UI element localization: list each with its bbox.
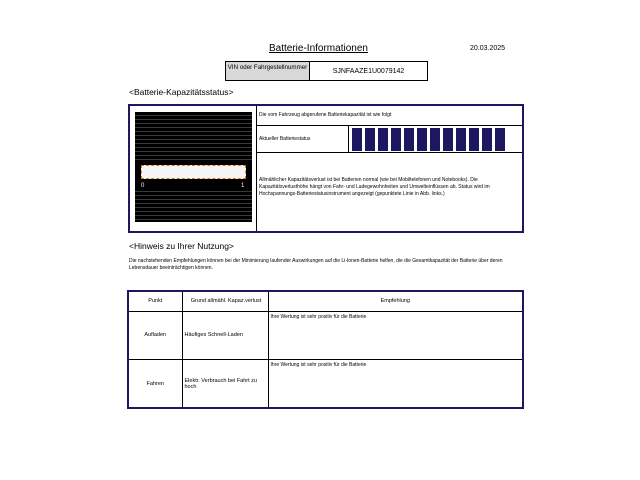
table-header-row: [128, 291, 523, 311]
row-point: Aufladen: [128, 311, 182, 359]
capacity-panel: [128, 104, 524, 233]
vin-value: SJNFAAZE1U0079142: [332, 67, 405, 75]
gauge-stripe: [135, 139, 252, 140]
battery-gauge-image: [135, 112, 252, 222]
table-row: [128, 311, 523, 359]
gauge-stripe: [135, 143, 252, 144]
scale-max-label: 1: [241, 183, 245, 189]
status-segment: [391, 128, 401, 151]
status-segment: [352, 128, 362, 151]
gauge-stripe: [135, 207, 252, 208]
gauge-stripe: [135, 151, 252, 152]
row-reason: Elektr. Verbrauch bei Fahrt zu hoch: [182, 360, 268, 408]
status-row: [257, 126, 522, 153]
vin-label: VIN oder Fahrgestellnummer: [226, 62, 310, 80]
gauge-stripe: [135, 115, 252, 116]
table-row: [128, 360, 523, 408]
usage-section-title: <Hinweis zu Ihrer Nutzung>: [129, 241, 234, 251]
status-segment: [482, 128, 492, 151]
row-reason: Häufiges Schnell-Laden: [182, 311, 268, 359]
status-segment: [404, 128, 414, 151]
gauge-stripe: [135, 147, 252, 148]
vin-box: [225, 61, 428, 81]
gauge-stripe: [135, 155, 252, 156]
status-segment: [469, 128, 479, 151]
gauge-stripe: [135, 191, 252, 192]
status-segment: [443, 128, 453, 151]
gauge-stripe: [135, 127, 252, 128]
report-date: 20.03.2025: [470, 45, 506, 52]
gauge-stripe: [135, 135, 252, 136]
recommendation-table: [127, 290, 524, 409]
row-point: Fahren: [128, 360, 182, 408]
gauge-stripe: [135, 123, 252, 124]
row-recommendation: Ihre Wertung ist sehr positiv für die Batterie: [268, 311, 523, 359]
gauge-stripe: [135, 215, 252, 216]
gauge-stripe: [135, 211, 252, 212]
status-segment: [495, 128, 505, 151]
column-header-point: Punkt: [128, 291, 182, 311]
status-segment: [378, 128, 388, 151]
usage-hint-text: Die nachstehenden Empfehlungen können bei der Minimierung laufender Auswirkungen auf die Li-Ionen-Batterie helfen, die die Gesamtkapazität der Batterie über deren Lebensdauer beeinträchtigen können.: [129, 258, 503, 271]
capacity-section-title: <Batterie-Kapazitätsstatus>: [129, 87, 234, 97]
battery-gauge-cell: [130, 106, 257, 231]
gauge-stripe: [135, 131, 252, 132]
status-label: Aktueller Batteriestatus: [257, 126, 349, 152]
capacity-marker-dashed-box: [141, 165, 246, 179]
status-segment: [430, 128, 440, 151]
column-header-reason: Grund allmähl. Kapaz.verlust: [182, 291, 268, 311]
gauge-stripe: [135, 159, 252, 160]
scale-min-label: 0: [141, 183, 145, 189]
gauge-stripe: [135, 219, 252, 220]
gauge-stripe: [135, 199, 252, 200]
gauge-stripe: [135, 195, 252, 196]
row-recommendation: Ihre Wertung ist sehr positiv für die Batterie: [268, 360, 523, 408]
gauge-stripe: [135, 203, 252, 204]
status-segment: [365, 128, 375, 151]
status-segment: [417, 128, 427, 151]
capacity-description: Allmählicher Kapazitätsverlust ist bei Batterien normal (wie bei Mobiltelefonen und Notebooks). Die Kapazitätsverlusthöhe hängt von Fahr- und Ladegewohnheiten und Umwelteinflüssen ab. Status wird im Hochspannungs-Batteriestatusinstrument angezeigt (gepunktete Linie in Abb. links.): [259, 177, 490, 197]
capacity-info-cell: [257, 106, 522, 231]
capacity-intro-text: Die vom Fahrzeug abgerufene Batteriekapazität ist wie folgt: [257, 106, 522, 126]
gauge-stripe: [135, 119, 252, 120]
page-title: Batterie-Informationen: [269, 43, 368, 54]
status-segment-bar: [349, 126, 522, 152]
status-segment: [456, 128, 466, 151]
column-header-recommendation: Empfehlung: [268, 291, 523, 311]
